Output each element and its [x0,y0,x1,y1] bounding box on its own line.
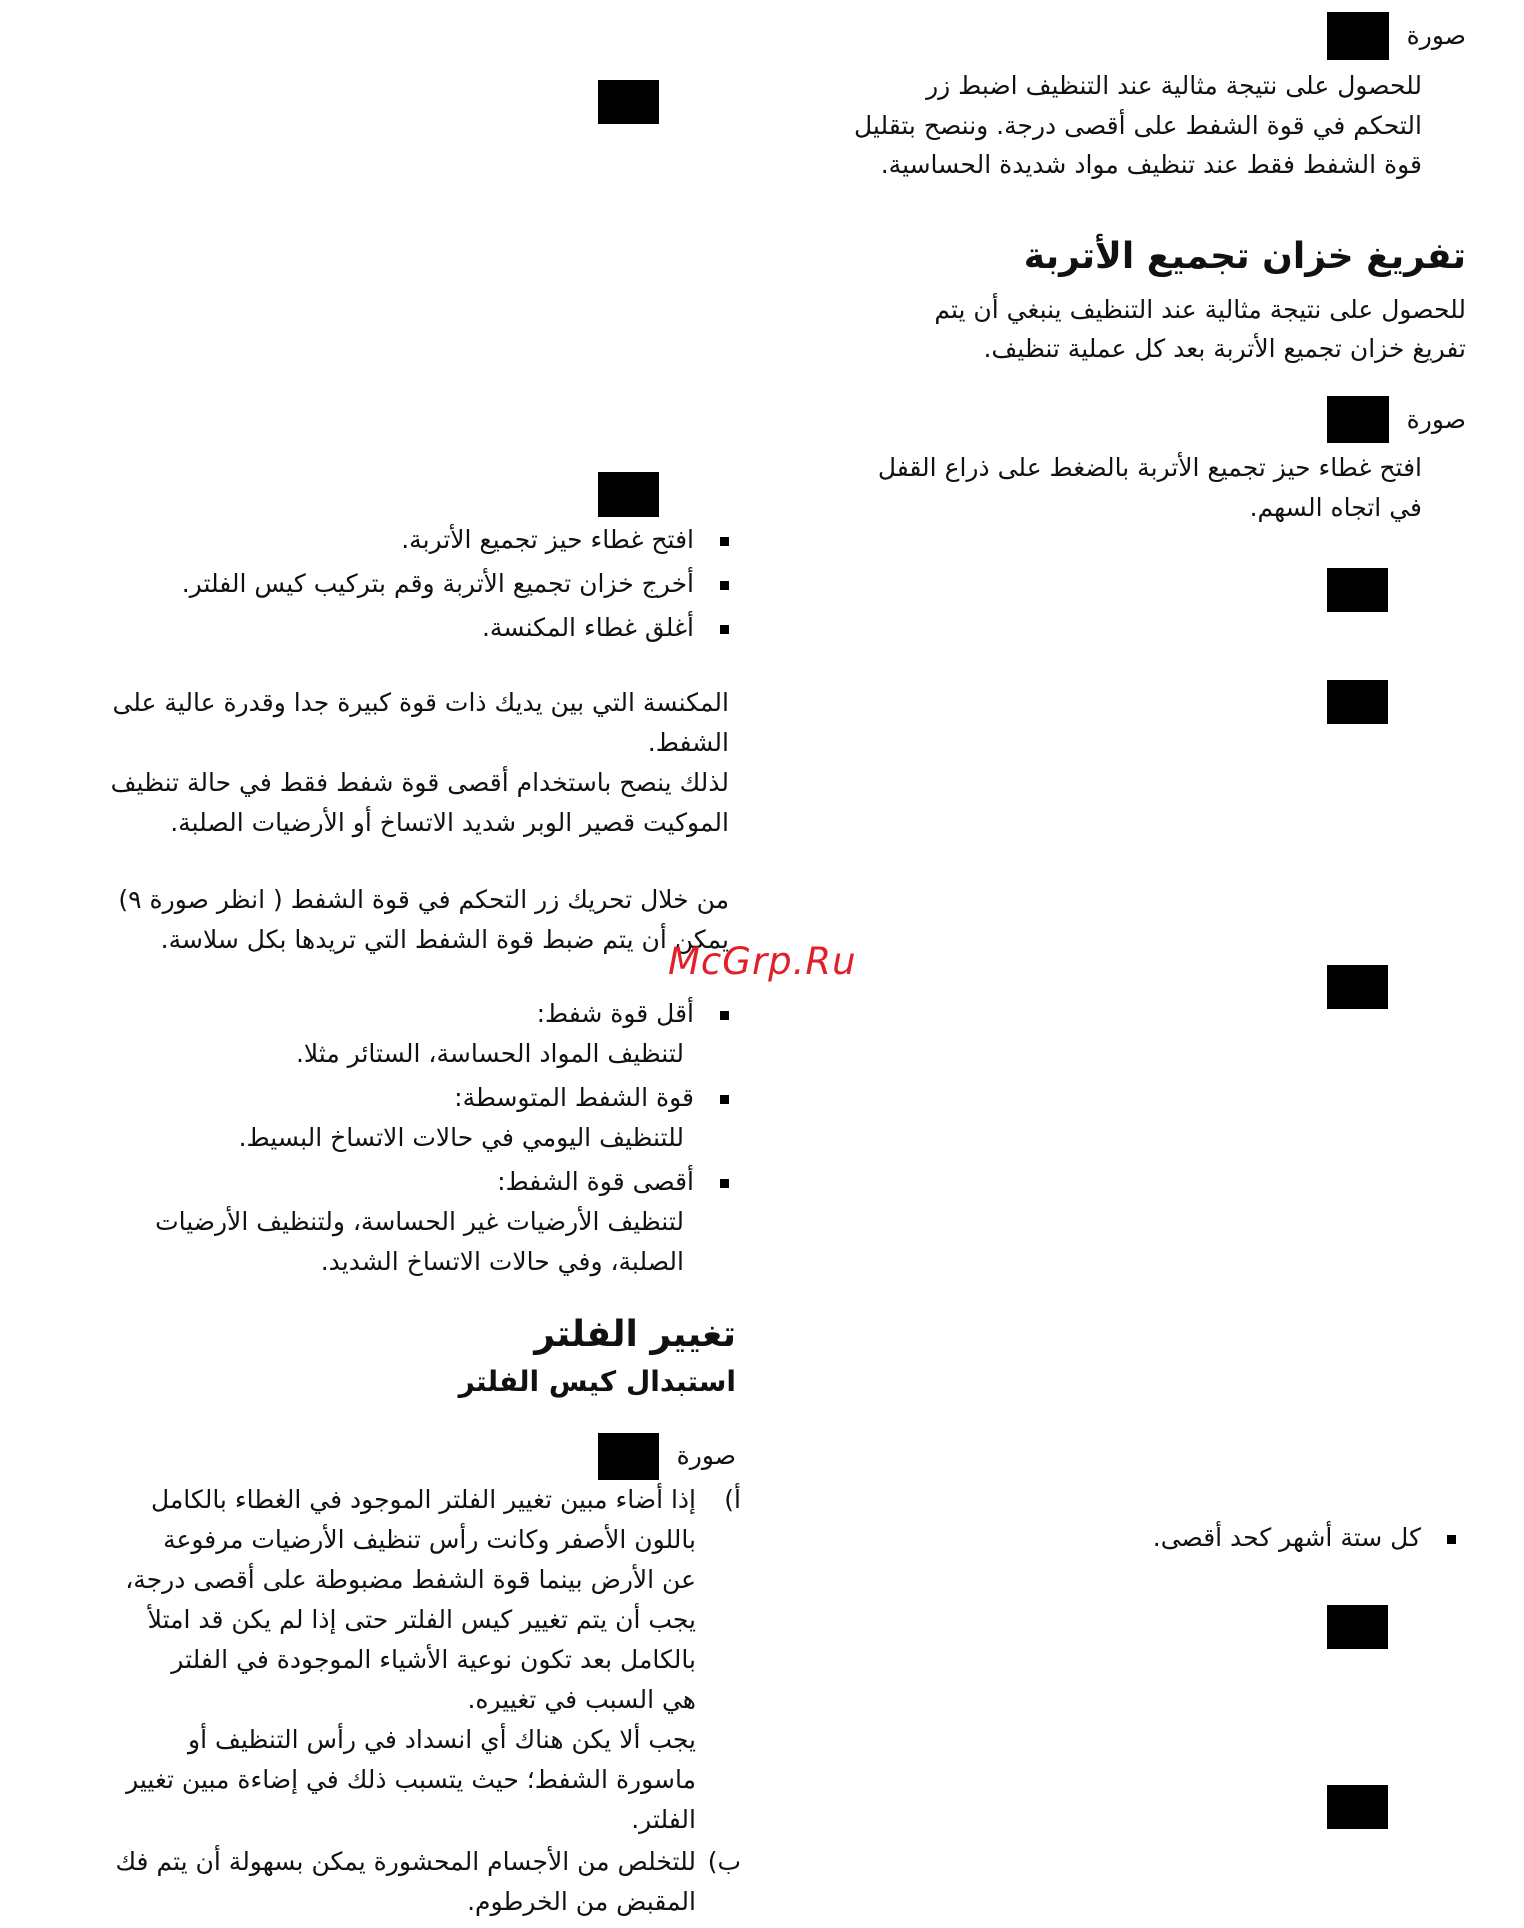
top-paragraph-line: للحصول على نتيجة مثالية عند التنظيف اضبط زر [926,71,1422,100]
top-paragraph-line: قوة الشفط فقط عند تنظيف مواد شديدة الحساسية. [880,150,1422,179]
level-title: قوة الشفط المتوسطة: [454,1083,694,1112]
bullet-square-icon [720,1179,729,1188]
top-paragraph-line: التحكم في قوة الشفط على أقصى درجة. وننصح بتقليل [853,111,1422,140]
step-text: أخرج خزان تجميع الأتربة وقم بتركيب كيس الفلتر. [181,569,694,598]
redacted-figure-2 [598,80,659,124]
watermark-text: McGrp.Ru [668,940,857,983]
filter-a-line: عن الأرض بينما قوة الشفط مضبوطة على أقصى درجة، [125,1565,696,1594]
redacted-figure-6 [1327,680,1388,724]
redacted-figure-8 [598,1433,659,1480]
level-title: أقل قوة شفط: [536,999,694,1028]
filter-a-line: بالكامل بعد تكون نوعية الأشياء الموجودة في الفلتر [171,1645,696,1674]
level-desc: الصلبة، وفي حالات الاتساخ الشديد. [320,1247,684,1276]
six-months-item [1153,1518,1456,1558]
redacted-figure-9 [1327,1605,1388,1649]
list-marker-b: ب) [707,1847,741,1876]
power-paragraph-line: المكنسة التي بين يديك ذات قوة كبيرة جدا وقدرة عالية على [112,688,729,717]
bullet-square-icon [720,537,729,546]
step-text: أغلق غطاء المكنسة. [481,613,694,642]
power-paragraph-line: الشفط. [647,728,729,757]
open-cover-line: افتح غطاء حيز تجميع الأتربة بالضغط على ذراع القفل [877,453,1422,482]
power-paragraph-line: لذلك ينصح باستخدام أقصى قوة شفط فقط في حالة تنظيف [110,768,729,797]
filter-a-line: إذا أضاء مبين تغيير الفلتر الموجود في الغطاء بالكامل [150,1485,696,1514]
level-item [497,1162,729,1202]
filter-a-line: ماسورة الشفط؛ حيث يتسبب ذلك في إضاءة مبين تغيير [126,1765,696,1794]
step-text: افتح غطاء حيز تجميع الأتربة. [401,525,694,554]
level-desc: لتنظيف الأرضيات غير الحساسة، ولتنظيف الأرضيات [155,1207,684,1236]
control-paragraph-line: يمكن أن يتم ضبط قوة الشفط التي تريدها بكل سلاسة. [160,925,729,954]
section-title-empty-tank: تفريغ خزان تجميع الأتربة [1023,236,1466,277]
step-item [482,608,729,648]
list-marker-a: أ) [724,1485,741,1514]
control-paragraph-line: من خلال تحريك زر التحكم في قوة الشفط ( انظر صورة ٩) [118,885,729,914]
redacted-figure-10 [1327,1785,1388,1829]
filter-a-line: باللون الأصفر وكانت رأس تنظيف الأرضيات مرفوعة [163,1525,696,1554]
level-item [454,1078,729,1118]
level-desc: للتنظيف اليومي في حالات الاتساخ البسيط. [238,1123,684,1152]
redacted-figure-5 [1327,568,1388,612]
bullet-square-icon [720,1095,729,1104]
filter-a-line: الفلتر. [631,1805,696,1834]
bullet-square-icon [720,1011,729,1020]
step-item [401,520,729,560]
bullet-square-icon [1447,1535,1456,1544]
step-item [182,564,729,604]
six-months-text: كل ستة أشهر كحد أقصى. [1152,1523,1421,1552]
level-item [537,994,729,1034]
bullet-square-icon [720,625,729,634]
filter-a-line: هي السبب في تغييره. [467,1685,696,1714]
redacted-figure-4 [598,472,659,517]
section-empty-line: تفريغ خزان تجميع الأتربة بعد كل عملية تنظيف. [983,334,1466,363]
filter-b-line: المقبض من الخرطوم. [467,1887,696,1916]
power-paragraph-line: الموكيت قصير الوبر شديد الاتساخ أو الأرضيات الصلبة. [170,808,729,837]
figure-label-2: صورة [1406,405,1466,434]
section-empty-line: للحصول على نتيجة مثالية عند التنظيف ينبغي أن يتم [934,295,1466,324]
filter-b-line: للتخلص من الأجسام المحشورة يمكن بسهولة أن يتم فك [115,1847,696,1876]
bullet-square-icon [720,581,729,590]
section-title-filter: تغيير الفلتر [534,1314,736,1355]
filter-a-line: يجب أن يتم تغيير كيس الفلتر حتى إذا لم يكن قد امتلأ [147,1605,696,1634]
figure-label-1: صورة [1406,21,1466,50]
redacted-figure-7 [1327,965,1388,1009]
filter-a-line: يجب ألا يكن هناك أي انسداد في رأس التنظيف أو [188,1725,696,1754]
section-subtitle-filter-bag: استبدال كيس الفلتر [458,1365,736,1398]
level-title: أقصى قوة الشفط: [497,1167,694,1196]
redacted-figure-3 [1327,396,1389,443]
redacted-figure-1 [1327,12,1389,60]
open-cover-line: في اتجاه السهم. [1249,493,1422,522]
level-desc: لتنظيف المواد الحساسة، الستائر مثلا. [295,1039,684,1068]
figure-label-3: صورة [676,1441,736,1470]
